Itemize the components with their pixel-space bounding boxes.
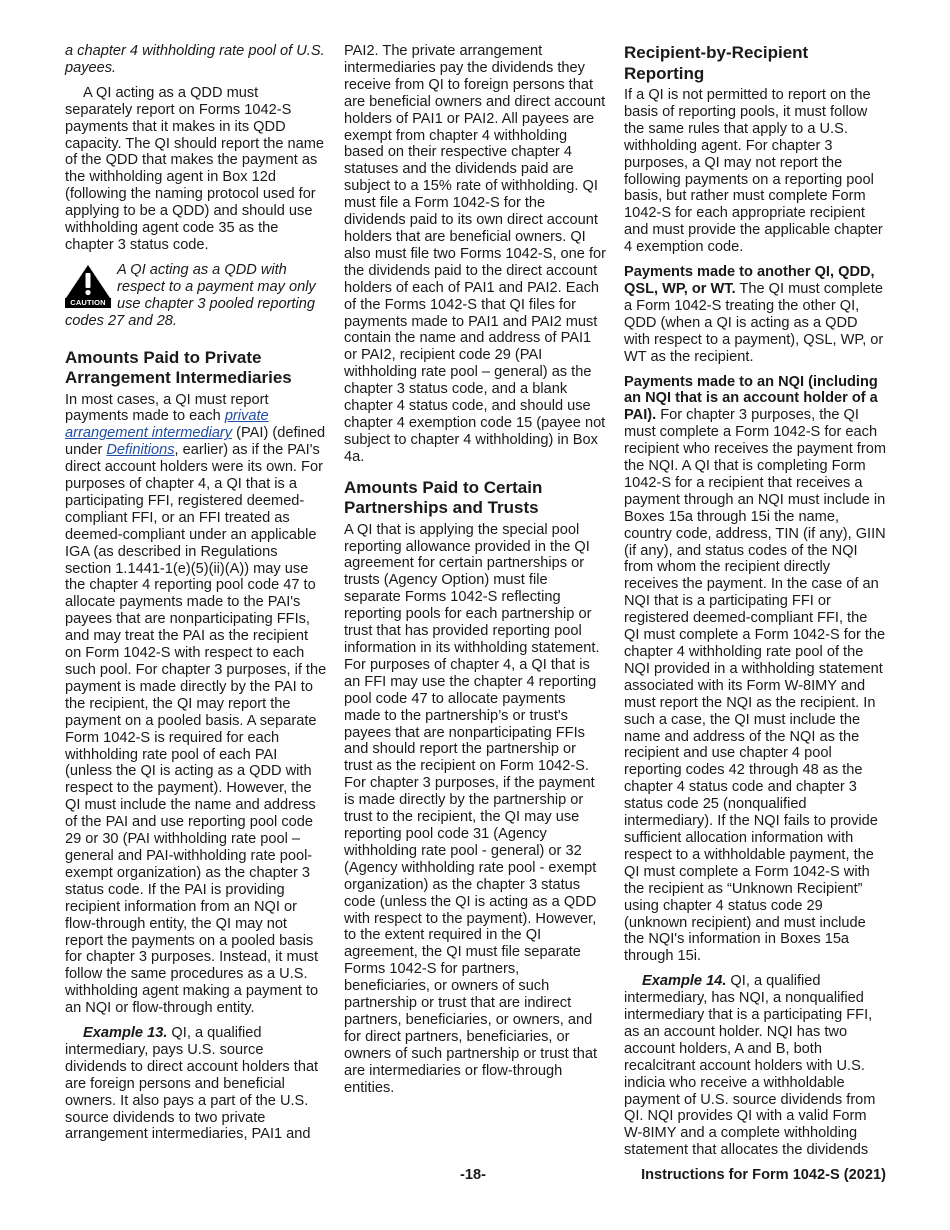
link-definitions[interactable]: Definitions (106, 442, 175, 459)
page-footer (65, 1167, 886, 1187)
text-segment: (PAI) (defined under (65, 425, 326, 459)
example-13-label: Example 13. (83, 1025, 168, 1042)
caution-note (65, 262, 327, 330)
heading-private-arrangement-intermediaries: Amounts Paid to Private Arrangement Intermediaries (65, 347, 292, 387)
paragraph-continued: a chapter 4 withholding rate pool of U.S. payees. (65, 43, 325, 76)
example-13-text: QI, a qualified intermediary, pays U.S. source dividends to direct account holders that are foreign persons and beneficial owners. It also pays a part of the U.S. source dividends to two private arrangement intermediaries, PAI1 and (65, 1025, 319, 1143)
link-private-arrangement-intermediary[interactable]: private arrangement intermediary (65, 408, 269, 442)
example-14-text: QI, a qualified intermediary, has NQI, a nonqualified intermediary that is a participating FFI, as an account holder. NQI has two account holders, A and B, both recalcitrant account holders with U.S. indicia who receive a withholdable payment of U.S. source dividends from QI. NQI provides QI with a valid Form W-8IMY and a complete withholding statement that allocates the dividends (624, 973, 876, 1159)
caution-text: A QI acting as a QDD with respect to a payment may only use chapter 3 pooled reporting codes 27 and 28. (65, 261, 316, 329)
column-3 (624, 43, 886, 1167)
paragraph-agency-option: A QI that is applying the special pool reporting allowance provided in the QI agreement for certain partnerships or trusts (Agency Option) must file separate Forms 1042-S reflecting reporting pools for each partnership or trust that has provided reporting pool information in its withholding statement. For purposes of chapter 4, a QI that is an FFI may use the chapter 4 reporting pool code 47 to allocate payments made to the partnership’s or trust's payees that are nonparticipating FFIs and should report the partnership or trust as the recipient on Form 1042-S. For chapter 3 purposes, if the payment is made directly by the partnership or trust to the recipient, the QI may use reporting pool code 31 (Agency withholding rate pool - general) or 32 (Agency withholding rate pool - exempt organization) as the chapter 3 status code (unless the QI is acting as a QDD with respect to the payment). However, to the extent required in the QI agreement, the QI must file separate Forms 1042-S for partners, beneficiaries, or owners of such partnership or trust that are indirect partners, beneficiaries, or owners, and for direct partners, beneficiaries, or owners of such partnership or trust that are intermediaries or flow-through entities. (344, 521, 600, 1096)
warning-triangle-icon (65, 264, 111, 298)
example-14 (624, 973, 886, 1159)
text-segment: , earlier) as if the PAI's direct account holders were its own. For purposes of chapter 4, a QI that is a participating FFI, registered deemed-compliant FFI, or an FFI treated as deemed-compliant under an applicable IGA (as described in Regulations section 1.1441-1(e)(5)(ii)(A)) may use the chapter 4 reporting pool code 47 to allocate payments made to the PAI's payees that are nonparticipating FFIs, and may treat the PAI as the recipient on Form 1042-S with respect to each such pool. For chapter 3 purposes, if the payment is made directly by the PAI to the recipient, the QI may report the payment on a pooled basis. A separate Form 1042-S is required for each withholding rate pool of each PAI (unless the QI is acting as a QDD with respect to the payment). However, the QI must include the name and address of the PAI and use reporting pool code 29 or 30 (PAI withholding rate pool – general and PAI-withholding rate pool-exempt organization) as the chapter 3 status code. If the PAI is providing recipient information from an NQI or flow-through entity, the QI may not report the payments on a pooled basis for chapter 3 purposes. Instead, it must follow the same procedures as a U.S. withholding agent making a payment to an NQI or flow-through entity. (65, 442, 327, 1017)
column-2 (344, 43, 606, 1104)
text-segment: For chapter 3 purposes, the QI must complete a Form 1042-S for each recipient who receives the payment from the NQI. A QI that is completing Form 1042-S for a recipient that receives a payment through an NQI must include in Boxes 15a through 15i the name, country code, address, TIN (if any), GIIN (if any), and status codes of the NQI from whom the recipient directly receives the payment. In the case of an NQI that is a participating FFI or registered deemed-compliant FFI, the QI must complete a Form 1042-S for the chapter 4 withholding rate pool of the NQI provided in a withholding statement associated with its Form W-8IMY and must report the NQI as the recipient. In such a case, the QI must include the name and address of the NQI as the recipient and use chapter 4 pool reporting codes 42 through 48 as the chapter 4 status code and chapter 3 status code 25 (nonqualified intermediary). If the NQI fails to provide sufficient allocation information with respect to a withholdable payment, the QI must complete a Form 1042-S with the recipient as “Unknown Recipient” using chapter 4 status code 29 (unknown recipient) and must include the NQI's information in Boxes 15a through 15i. (624, 407, 886, 965)
bold-lead-payments-to-nqi: Payments made to an NQI (including an NQI that is an account holder of a PAI). (624, 373, 878, 424)
example-14-label: Example 14. (642, 973, 727, 990)
caution-label: CAUTION (65, 298, 111, 308)
paragraph-payments-to-qi (624, 264, 886, 365)
document-title: Instructions for Form 1042-S (2021) (641, 1167, 886, 1183)
paragraph-qdd-reporting: A QI acting as a QDD must separately report on Forms 1042-S payments that it makes in its QDD capacity. The QI should report the name of the QDD that makes the payment as the withholding agent in Box 12d (following the naming protocol used for applying to be a QDD) and should use withholding agent code 35 as the chapter 3 status code. (65, 84, 325, 253)
paragraph-recipient-rules: If a QI is not permitted to report on the basis of reporting pools, it must follow the same rules that apply to a U.S. withholding agent. For chapter 3 purposes, a QI may not report the following payments on a reporting pool basis, but rather must complete Form 1042-S for each appropriate recipient and must provide the applicable chapter 4 exemption code. (624, 87, 883, 256)
text-segment: In most cases, a QI must report payments made to each (65, 391, 269, 425)
heading-partnerships-and-trusts: Amounts Paid to Certain Partnerships and Trusts (344, 477, 543, 518)
paragraph-pai-example-continued: PAI2. The private arrangement intermediaries pay the dividends they receive from QI to foreign persons that are beneficial owners and direct account holders of PAI1 or PAI2. All payees are exempt from chapter 4 withholding based on their respective chapter 4 statuses and the dividends paid are subject to a 15% rate of withholding. QI must file a Form 1042-S for the dividends paid to its own direct account holders that are beneficial owners. QI also must file two Forms 1042-S, one for the dividends paid to the direct account holders of each of PAI1 and PAI2. Each of the Forms 1042-S that QI files for payments made to PAI1 and PAI2 must contain the name and address of PAI1 or PAI2, recipient code 29 (PAI withholding rate pool – general) as the chapter 3 status code, and a blank chapter 4 status code, and should use chapter 4 exemption code 15 (payee not subject to chapter 4 withholding) in Box 4a. (344, 43, 606, 465)
paragraph-payments-to-nqi (624, 374, 886, 966)
caution-icon (65, 264, 111, 308)
text-segment: The QI must complete a Form 1042-S treating the other QI, QDD (when a QI is acting as a QDD with respect to a payment), QSL, WP, or WT as the recipient. (624, 280, 884, 365)
bold-lead-payments-to-qi: Payments made to another QI, QDD, QSL, WP, or WT. (624, 264, 875, 297)
example-13 (65, 1025, 327, 1143)
paragraph-pai (65, 392, 327, 1018)
column-1 (65, 43, 327, 1151)
heading-recipient-by-recipient: Recipient-by-Recipient Reporting (624, 43, 809, 83)
page-number: -18- (460, 1167, 486, 1183)
